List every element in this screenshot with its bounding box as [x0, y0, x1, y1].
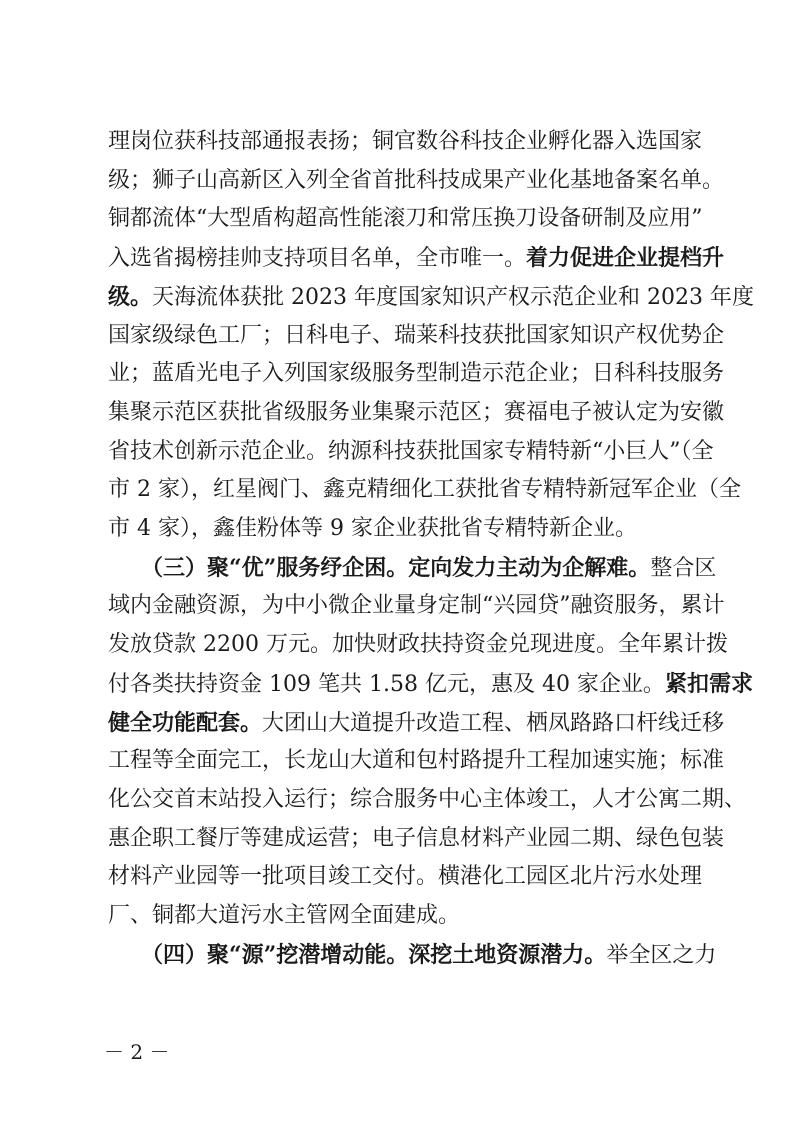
body-text: 省技术创新示范企业。纳源科技获批国家专精特新“小巨人”（全: [108, 438, 714, 464]
page-number: － 2 －: [104, 1040, 170, 1064]
body-text: 级；狮子山高新区入列全省首批科技成果产业化基地备案名单。: [108, 167, 725, 193]
text-line: [108, 669, 753, 699]
text-line: [108, 243, 725, 273]
body-text: 市 2 家），红星阀门、鑫克精细化工获批省专精特新冠军企业（全: [108, 477, 741, 503]
text-line: [108, 166, 725, 196]
body-text: 惠企职工餐厅等建成运营；电子信息材料产业园二期、绿色包装: [108, 825, 725, 851]
body-text: 集聚示范区获批省级服务业集聚示范区；赛福电子被认定为安徽: [108, 399, 725, 425]
body-text: 天海流体获批 2023 年度国家知识产权示范企业和 2023 年度: [152, 284, 754, 310]
body-text: 国家级绿色工厂；日科电子、瑞莱科技获批国家知识产权优势企: [108, 322, 725, 348]
text-line: [108, 553, 717, 583]
body-text: 入选省揭榜挂帅支持项目名单，全市唯一。: [108, 246, 527, 272]
body-text: 化公交首末站投入运行；综合服务中心主体竣工，人才公寓二期、: [108, 786, 747, 812]
bold-heading-text: （三）聚“优”服务纾企困。定向发力主动为企解难。: [108, 554, 651, 581]
text-line: [108, 204, 703, 234]
body-text: 铜都流体“大型盾构超高性能滚刀和常压换刀设备研制及应用”: [108, 206, 703, 232]
body-text: 理岗位获科技部通报表扬；铜官数谷科技企业孵化器入选国家: [108, 129, 703, 154]
text-line: [108, 708, 725, 738]
text-line: [108, 901, 691, 931]
text-line: [108, 398, 725, 428]
body-text: 域内金融资源，为中小微企业量身定制“兴园贷”融资服务，累计: [108, 593, 725, 619]
body-text: 付各类扶持资金 109 笔共 1.58 亿元，惠及 40 家企业。: [108, 671, 665, 697]
text-line: [108, 862, 703, 892]
body-text: 材料产业园等一批项目竣工交付。横港化工园区北片污水处理: [108, 864, 703, 890]
body-text: 整合区: [650, 555, 717, 581]
text-line: [108, 591, 725, 621]
text-line: [108, 630, 728, 660]
bold-heading-text: （四）聚“源”挖潜增动能。深挖土地资源潜力。: [108, 941, 607, 968]
body-text: 大团山大道提升改造工程、栖凤路路口杆线迁移: [262, 710, 725, 736]
text-line: [108, 824, 725, 854]
text-line: [108, 940, 717, 970]
text-line: [108, 127, 703, 157]
bold-heading-text: 级。: [108, 283, 153, 310]
bold-heading-text: 健全功能配套。: [108, 709, 263, 736]
body-text: 工程等全面完工，长龙山大道和包村路提升工程加速实施；标准: [108, 748, 725, 774]
text-line: [108, 475, 741, 505]
text-line: [108, 437, 714, 467]
body-text: 发放贷款 2200 万元。加快财政扶持资金兑现进度。全年累计拨: [108, 632, 728, 658]
bold-heading-text: 紧扣需求: [664, 670, 753, 697]
text-line: [108, 746, 725, 776]
text-line: [108, 514, 691, 544]
body-text: 举全区之力: [606, 942, 717, 968]
body-text: 厂、铜都大道污水主管网全面建成。: [108, 903, 461, 928]
text-line: [108, 321, 725, 351]
text-line: [108, 785, 747, 815]
text-line: [108, 359, 725, 389]
body-text: 业；蓝盾光电子入列国家级服务型制造示范企业；日科科技服务: [108, 361, 725, 387]
body-text: 市 4 家），鑫佳粉体等 9 家企业获批省专精特新企业。: [108, 516, 637, 541]
bold-heading-text: 着力促进企业提档升: [526, 245, 725, 272]
text-line: [108, 282, 754, 312]
